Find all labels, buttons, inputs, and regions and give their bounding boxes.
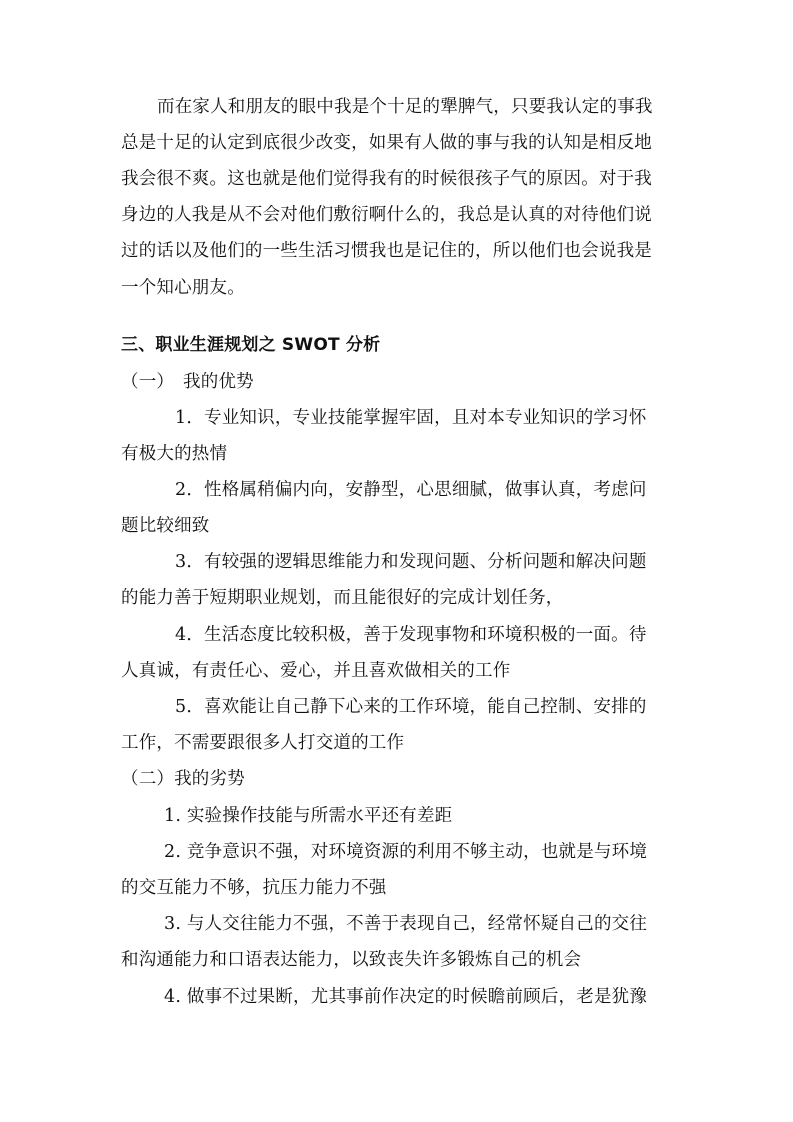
strength-4-line-1: 4．生活态度比较积极，善于发现事物和环境积极的一面。待 — [175, 625, 647, 645]
intro-line-5: 过的话以及他们的一些生活习惯我也是记住的，所以他们也会说我是 — [121, 241, 652, 261]
strengths-heading: （一） 我的优势 — [121, 372, 254, 392]
weakness-3-line-2: 和沟通能力和口语表达能力，以致丧失许多锻炼自己的机会 — [121, 950, 582, 970]
intro-line-2: 总是十足的认定到底很少改变，如果有人做的事与我的认知是相反地 — [121, 133, 652, 153]
weakness-1-line-1: 1. 实验操作技能与所需水平还有差距 — [164, 806, 453, 826]
strength-5-line-1: 5．喜欢能让自己静下心来的工作环境，能自己控制、安排的 — [175, 697, 647, 717]
weaknesses-heading: （二）我的劣势 — [121, 769, 245, 789]
strength-1-line-1: 1．专业知识，专业技能掌握牢固，且对本专业知识的学习怀 — [175, 408, 647, 428]
strength-3-line-1: 3．有较强的逻辑思维能力和发现问题、分析问题和解决问题 — [175, 552, 647, 572]
intro-line-3: 我会很不爽。这也就是他们觉得我有的时候很孩子气的原因。对于我 — [121, 169, 652, 189]
weakness-4-line-1: 4. 做事不过果断，尤其事前作决定的时候瞻前顾后，老是犹豫 — [164, 987, 648, 1007]
strength-2-line-1: 2．性格属稍偏内向，安静型，心思细腻，做事认真，考虑问 — [175, 480, 647, 500]
section-heading: 三、职业生涯规划之 SWOT 分析 — [121, 335, 381, 355]
strength-3-line-2: 的能力善于短期职业规划，而且能很好的完成计划任务， — [121, 588, 564, 608]
weakness-2-line-2: 的交互能力不够，抗压力能力不强 — [121, 878, 387, 898]
intro-line-1: 而在家人和朋友的眼中我是个十足的犟脾气，只要我认定的事我 — [157, 97, 653, 117]
weakness-3-line-1: 3. 与人交往能力不强，不善于表现自己，经常怀疑自己的交往 — [164, 914, 648, 934]
weakness-2-line-1: 2. 竞争意识不强，对环境资源的利用不够主动，也就是与环境 — [164, 842, 648, 862]
strength-4-line-2: 人真诚，有责任心、爱心，并且喜欢做相关的工作 — [121, 661, 511, 681]
strength-2-line-2: 题比较细致 — [121, 516, 210, 536]
intro-line-4: 身边的人我是从不会对他们敷衍啊什么的，我总是认真的对待他们说 — [121, 205, 652, 225]
strength-5-line-2: 工作，不需要跟很多人打交道的工作 — [121, 733, 405, 753]
strength-1-line-2: 有极大的热情 — [121, 444, 228, 464]
intro-line-6: 一个知心朋友。 — [121, 278, 245, 298]
